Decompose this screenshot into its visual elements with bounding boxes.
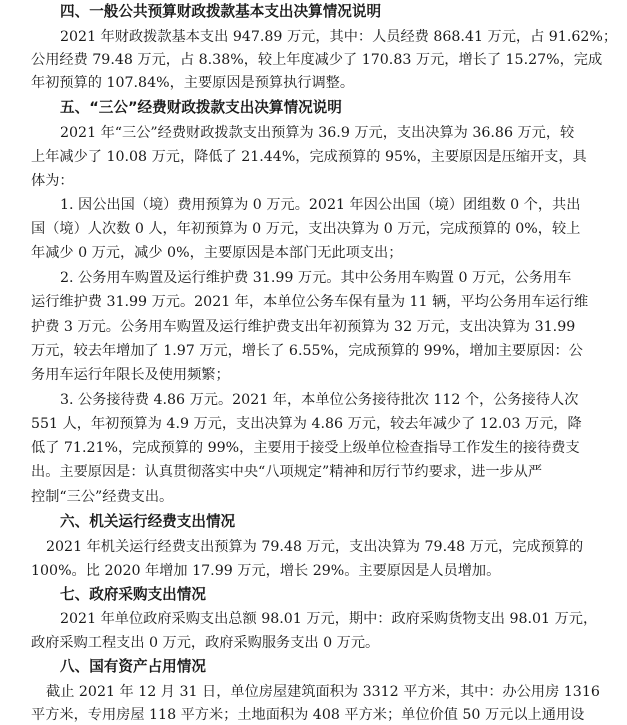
- paragraph-line: 2021 年财政拨款基本支出 947.89 万元，其中：人员经费 868.41 万元，占 91.62%；: [60, 29, 618, 45]
- paragraph-line: 务用车运行年限长及使用频繁；: [31, 367, 230, 383]
- paragraph-line: 2021 年机关运行经费支出预算为 79.48 万元，支出决算为 79.48 万元，完成预算的: [46, 539, 584, 555]
- paragraph-line: 低了 71.21%，完成预算的 99%，主要用于接受上级单位检查指导工作发生的接待费支: [31, 440, 580, 456]
- section-heading-6: 六、机关运行经费支出情况: [60, 513, 236, 530]
- paragraph-line: 3. 公务接待费 4.86 万元。2021 年，本单位公务接待批次 112 个，公务接待人次: [60, 392, 579, 408]
- section-heading-4: 四、一般公共预算财政拨款基本支出决算情况说明: [60, 3, 382, 20]
- paragraph-line: 2. 公务用车购置及运行维护费 31.99 万元。其中公务用车购置 0 万元，公务用车: [60, 270, 572, 286]
- paragraph-line: 平方米，专用房屋 118 平方米；土地面积为 408 平方米；单位价值 50 万元以上通用设: [31, 707, 585, 723]
- section-heading-7: 七、政府采购支出情况: [60, 586, 206, 603]
- paragraph-line: 出。主要原因是：认真贯彻落实中央“八项规定”精神和厉行节约要求，进一步从严: [31, 464, 543, 480]
- paragraph-line: 年初预算的 107.84%，主要原因是预算执行调整。: [31, 75, 355, 91]
- paragraph-line: 运行维护费 31.99 万元。2021 年，本单位公务车保有量为 11 辆，平均公务用车运行维: [31, 294, 589, 310]
- paragraph-line: 截止 2021 年 12 月 31 日，单位房屋建筑面积为 3312 平方米，其中：办公用房 1316: [46, 684, 600, 700]
- paragraph-line: 1. 因公出国（境）费用预算为 0 万元。2021 年因公出国（境）团组数 0 个，共出: [60, 197, 581, 213]
- paragraph-line: 政府采购工程支出 0 万元，政府采购服务支出 0 万元。: [31, 635, 380, 651]
- section-heading-8: 八、国有资产占用情况: [60, 658, 206, 675]
- paragraph-line: 万元，较去年增加了 1.97 万元，增长了 6.55%，完成预算的 99%，增加主要原因：公: [31, 343, 583, 359]
- paragraph-line: 2021 年“三公”经费财政拨款支出预算为 36.9 万元，支出决算为 36.86 万元，较: [60, 125, 575, 141]
- paragraph-line: 国（境）人次数 0 人，年初预算为 0 万元，支出决算为 0 万元，完成预算的 0%，较上: [31, 221, 581, 237]
- paragraph-line: 护费 3 万元。公务用车购置及运行维护费支出年初预算为 32 万元，支出决算为 31.99: [31, 319, 576, 335]
- paragraph-line: 上年减少了 10.08 万元，降低了 21.44%，完成预算的 95%，主要原因是压缩开支，具: [31, 149, 587, 165]
- paragraph-line: 控制“三公”经费支出。: [31, 489, 174, 505]
- paragraph-line: 公用经费 79.48 万元，占 8.38%，较上年度减少了 170.83 万元，增长了 15.27%，完成: [31, 52, 603, 68]
- paragraph-line: 体为：: [31, 173, 74, 189]
- section-heading-5: 五、“三公”经费财政拨款支出决算情况说明: [60, 99, 342, 116]
- paragraph-line: 年减少 0 万元，减少 0%，主要原因是本部门无此项支出；: [31, 245, 403, 261]
- paragraph-line: 551 人，年初预算为 4.9 万元，支出决算为 4.86 万元，较去年减少了 12.03 万元，降: [31, 416, 582, 432]
- paragraph-line: 100%。比 2020 年增加 17.99 万元，增长 29%。主要原因是人员增加。: [31, 563, 501, 579]
- paragraph-line: 2021 年单位政府采购支出总额 98.01 万元，期中：政府采购货物支出 98.01 万元，: [60, 611, 598, 627]
